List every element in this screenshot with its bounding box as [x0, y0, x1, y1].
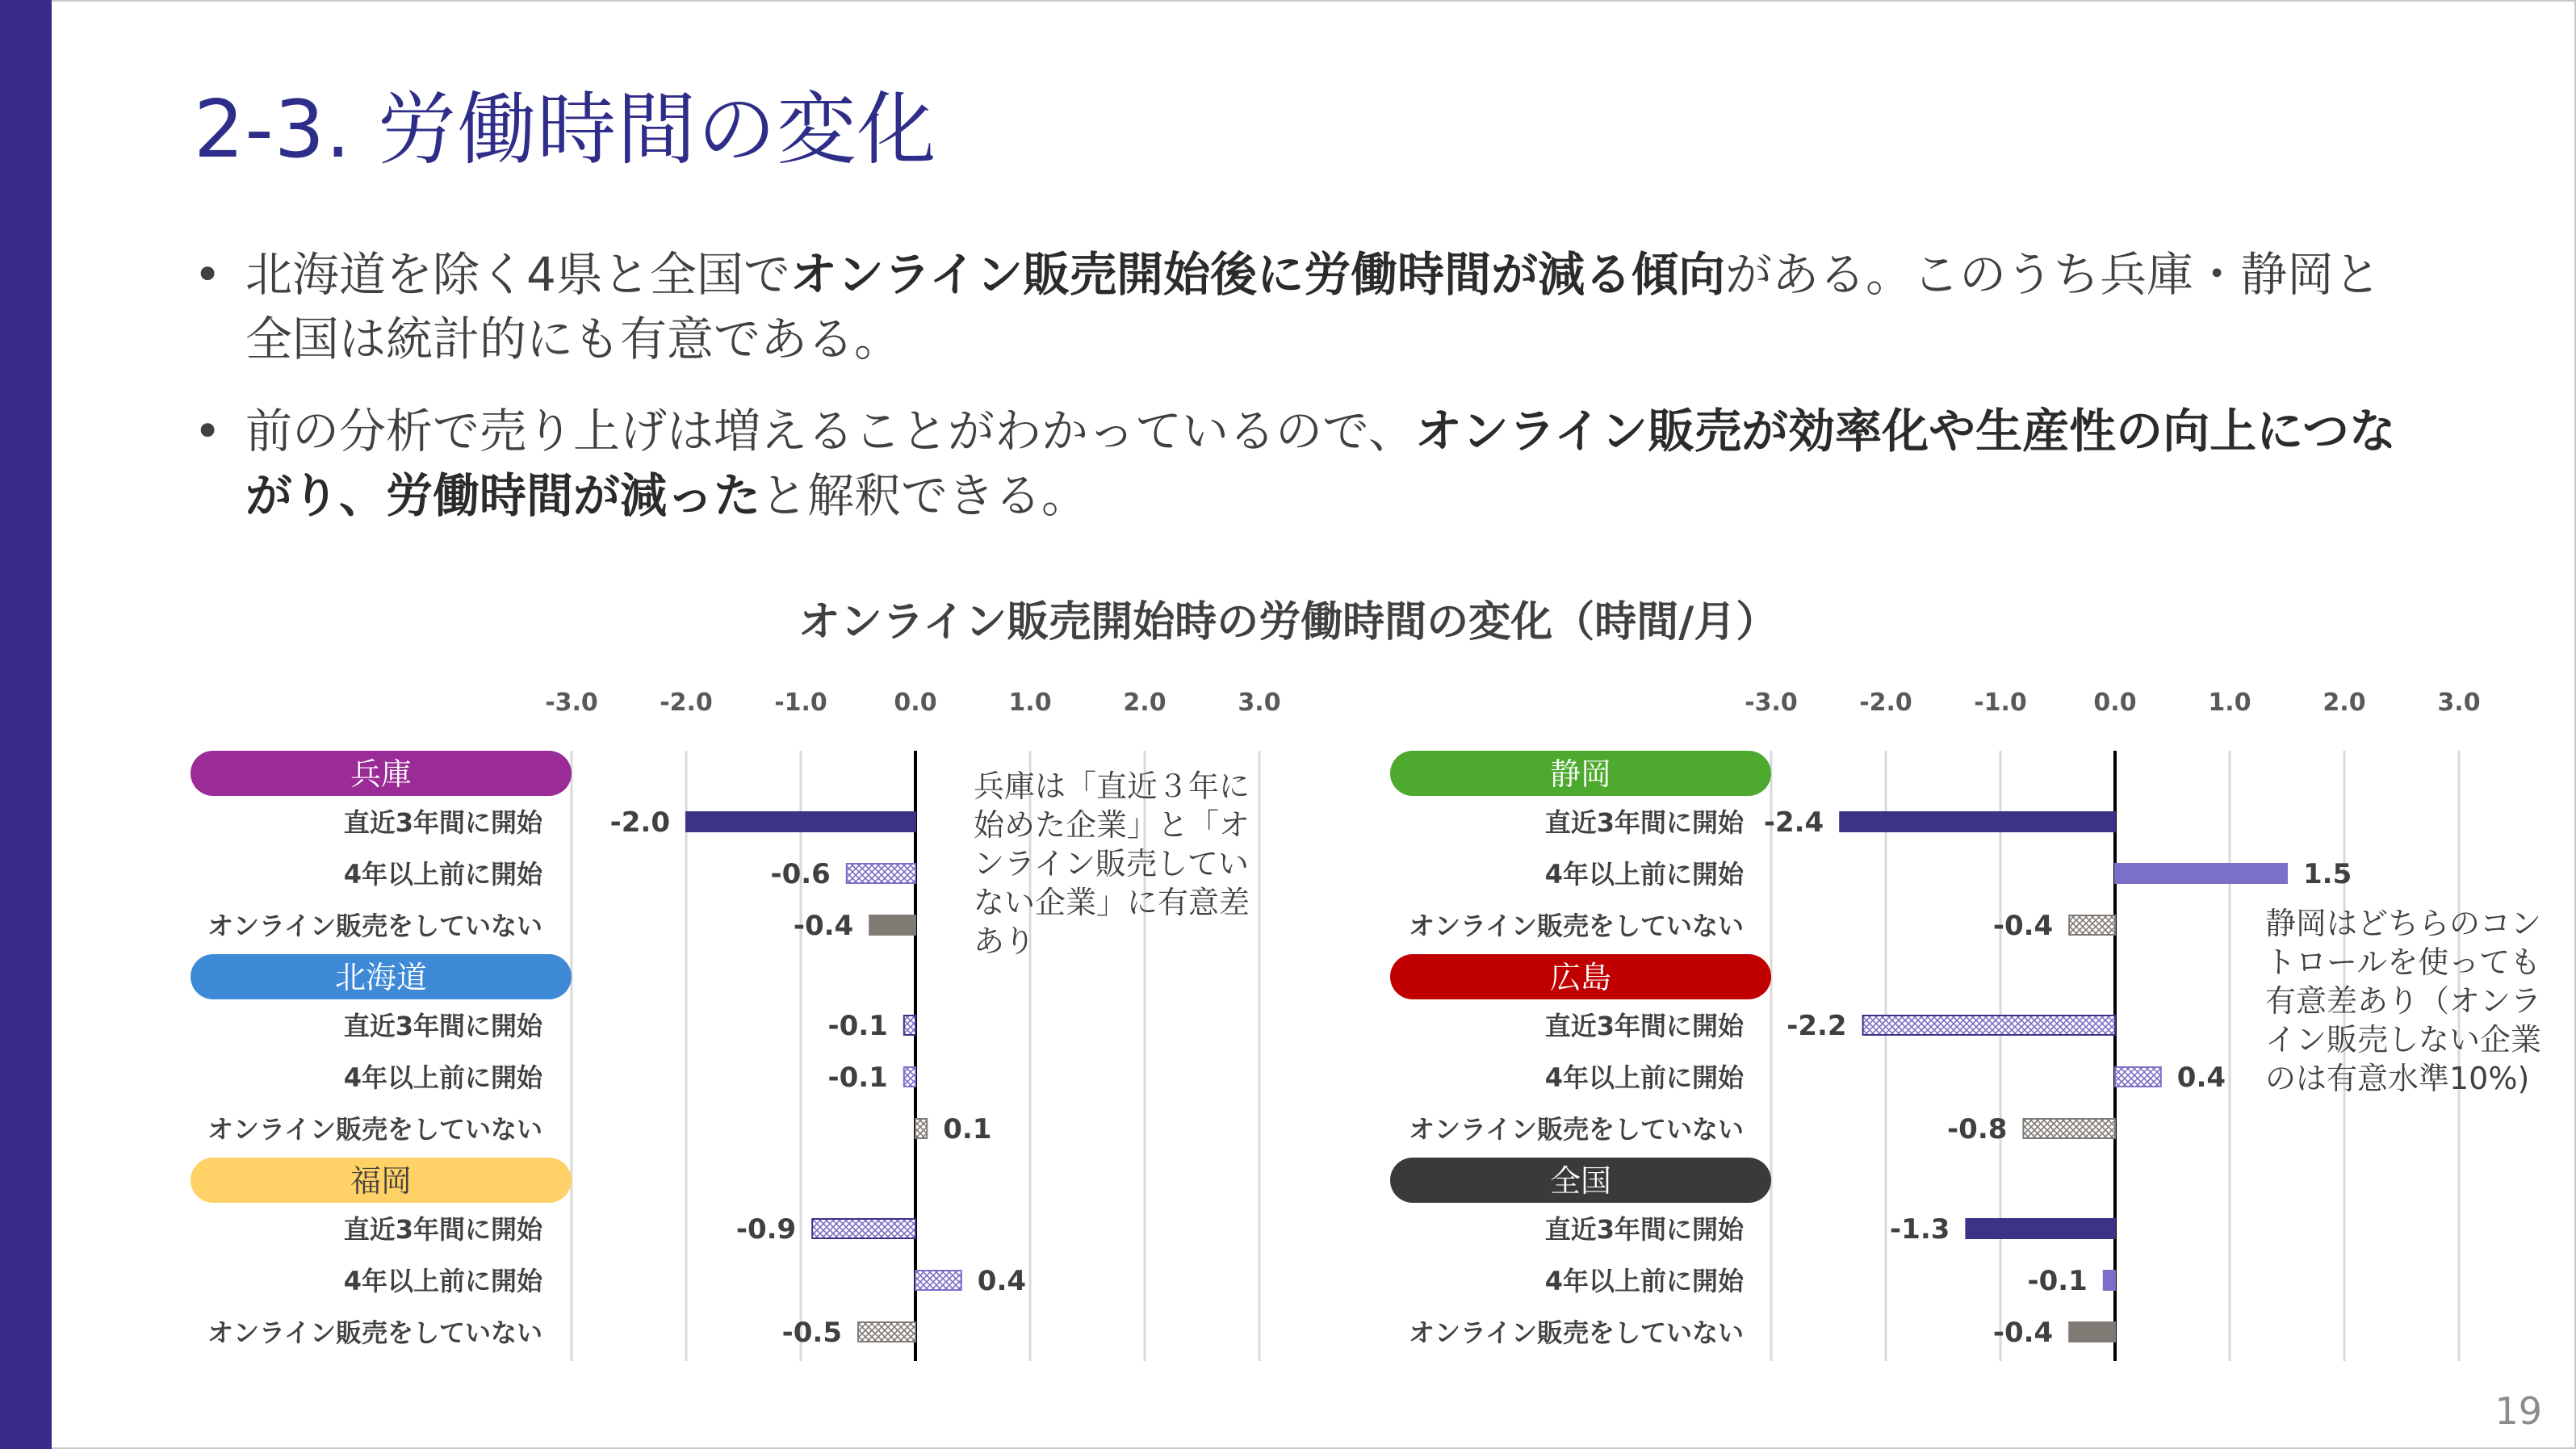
slide-title: 2-3. 労働時間の変化	[194, 84, 937, 176]
group-label: 福岡	[350, 1163, 413, 1199]
tick-label: -3.0	[545, 689, 598, 717]
note-left: 兵庫は「直近３年に始めた企業」と「オンライン販売していない企業」に有意差あり	[974, 768, 1250, 959]
bar	[1966, 1219, 2115, 1238]
bullet-segment: がある。このうち兵庫・静岡と全国は統計的にも有意である。	[245, 247, 2381, 366]
chart-title: オンライン販売開始時の労働時間の変化（時間/月）	[798, 598, 1778, 647]
data-label: 0.1	[943, 1113, 992, 1145]
data-label: -0.5	[781, 1317, 842, 1349]
group-label: 全国	[1549, 1163, 1612, 1199]
data-label: 0.4	[977, 1265, 1027, 1297]
data-label: -2.0	[609, 806, 670, 839]
bar	[812, 1219, 915, 1238]
category-label: 4年以上前に開始	[1544, 1062, 1744, 1093]
bar	[2104, 1271, 2115, 1290]
category-label: 4年以上前に開始	[1544, 1266, 1744, 1296]
category-label: 直近3年間に開始	[343, 807, 542, 838]
tick-label: 2.0	[1123, 689, 1167, 717]
category-label: オンライン販売をしていない	[207, 911, 542, 941]
tick-label: 3.0	[2437, 689, 2481, 717]
category-label: オンライン販売をしていない	[207, 1114, 542, 1145]
note-right: 静岡はどちらのコントロールを使っても有意差あり（オンライン販売しない企業のは有意水準10%)	[2265, 906, 2542, 1096]
bar	[858, 1322, 915, 1342]
tick-label: -2.0	[1859, 689, 1912, 717]
category-label: 4年以上前に開始	[343, 1062, 542, 1093]
data-label: -0.1	[827, 1010, 888, 1042]
data-label: -0.4	[1992, 1317, 2054, 1349]
tick-label: -2.0	[660, 689, 713, 717]
page-number: 19	[2494, 1389, 2542, 1433]
tick-label: -1.0	[1974, 689, 2027, 717]
bar	[904, 1067, 915, 1087]
data-label: -0.8	[1947, 1113, 2008, 1145]
bar	[915, 1271, 961, 1290]
data-label: -0.4	[793, 910, 854, 942]
data-label: -1.3	[1890, 1213, 1950, 1246]
category-label: 直近3年間に開始	[343, 1214, 542, 1245]
data-label: -2.2	[1786, 1010, 1847, 1042]
bar	[1863, 1016, 2115, 1035]
bullet-segment: 前の分析で売り上げは増えることがわかっているので、	[245, 404, 1415, 459]
bar	[686, 812, 915, 831]
bullet-segment-bold: オンライン販売開始後に労働時間が減る傾向	[790, 247, 1726, 302]
data-label: -0.9	[735, 1213, 797, 1246]
data-label: -0.1	[827, 1062, 888, 1094]
bar	[904, 1016, 915, 1035]
tick-label: -1.0	[774, 689, 827, 717]
bar	[2069, 1322, 2115, 1342]
bar	[1840, 812, 2115, 831]
bullet-dot: •	[194, 247, 222, 302]
bar	[915, 1119, 927, 1138]
bar	[2115, 864, 2287, 883]
group-label: 静岡	[1549, 756, 1612, 792]
tick-label: 0.0	[894, 689, 937, 717]
category-label: 4年以上前に開始	[1544, 859, 1744, 890]
group-label: 広島	[1549, 960, 1612, 995]
bar	[869, 915, 915, 935]
category-label: オンライン販売をしていない	[207, 1317, 542, 1348]
bullet-segment: と解釈できる。	[760, 468, 1089, 523]
category-label: オンライン販売をしていない	[1408, 1317, 1744, 1348]
category-label: 4年以上前に開始	[343, 859, 542, 890]
data-label: 1.5	[2303, 858, 2352, 890]
group-label: 北海道	[334, 960, 428, 995]
bar	[2115, 1067, 2161, 1087]
bar	[2069, 915, 2115, 935]
tick-label: 0.0	[2093, 689, 2137, 717]
tick-label: 3.0	[1238, 689, 1281, 717]
bullet-segment: 北海道を除く4県と全国で	[245, 247, 790, 302]
category-label: 4年以上前に開始	[343, 1266, 542, 1296]
bullet-dot: •	[194, 404, 222, 459]
tick-label: -3.0	[1745, 689, 1798, 717]
category-label: 直近3年間に開始	[343, 1011, 542, 1041]
tick-label: 1.0	[1008, 689, 1052, 717]
data-label: -0.6	[770, 858, 831, 890]
data-label: -2.4	[1763, 806, 1824, 839]
category-label: 直近3年間に開始	[1544, 1011, 1744, 1041]
category-label: オンライン販売をしていない	[1408, 911, 1744, 941]
data-label: -0.4	[1992, 910, 2054, 942]
tick-label: 2.0	[2323, 689, 2366, 717]
bar	[847, 864, 915, 883]
tick-label: 1.0	[2208, 689, 2251, 717]
data-label: -0.1	[2027, 1265, 2088, 1297]
group-label: 兵庫	[350, 756, 413, 792]
bullet-segment-bold: オンライン販売が効率化や生産性の向上につながり、労働時間が減った	[245, 404, 2396, 523]
category-label: オンライン販売をしていない	[1408, 1114, 1744, 1145]
category-label: 直近3年間に開始	[1544, 807, 1744, 838]
bar	[2023, 1119, 2115, 1138]
data-label: 0.4	[2176, 1062, 2226, 1094]
category-label: 直近3年間に開始	[1544, 1214, 1744, 1245]
